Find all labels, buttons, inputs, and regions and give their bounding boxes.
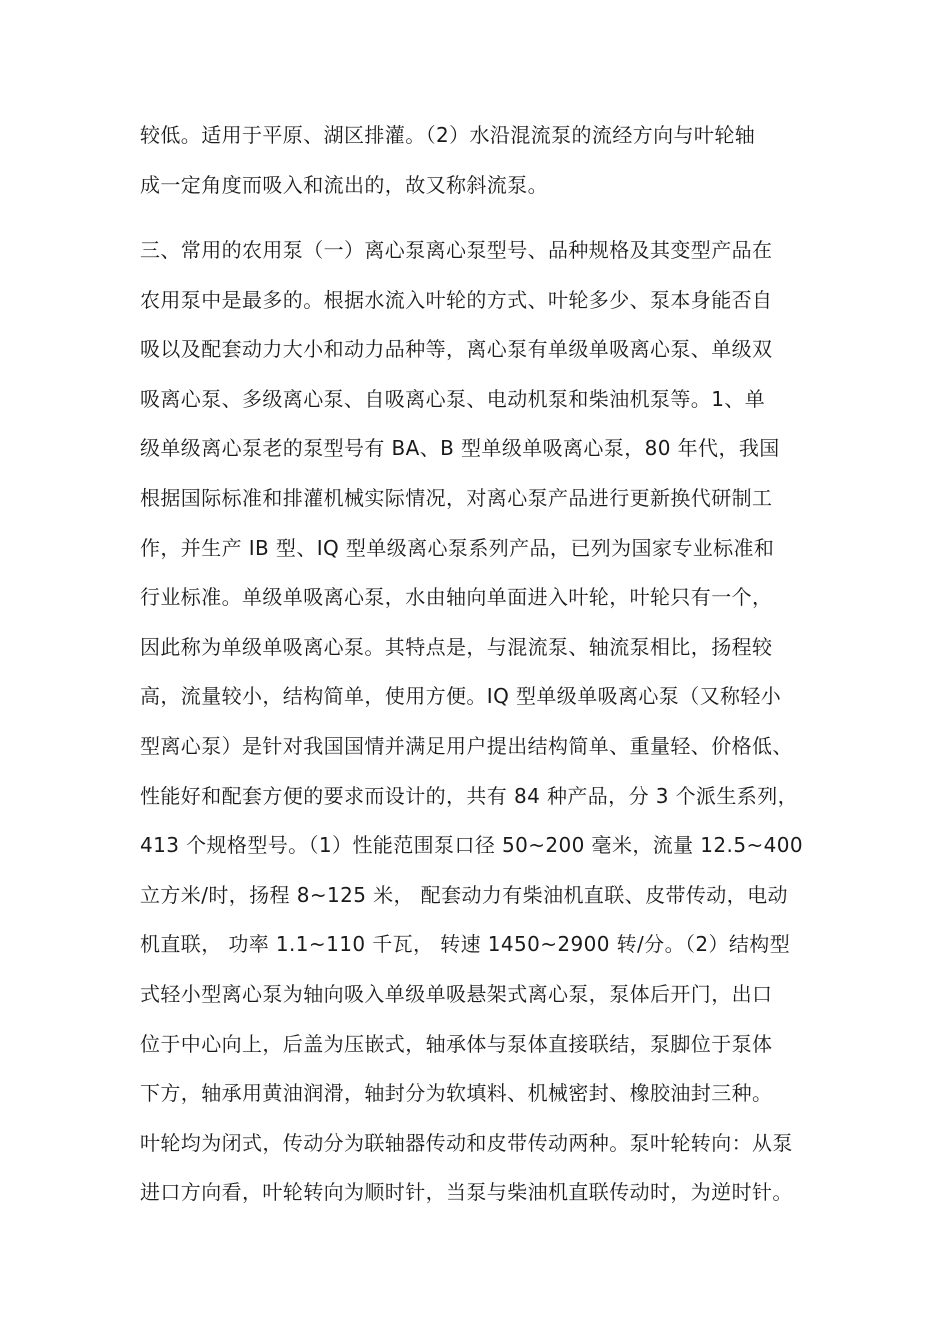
text-line: 机直联， 功率 1.1~110 千瓦， 转速 1450~2900 转/分。（2）结构型 [140, 932, 791, 957]
text-line: 性能好和配套方便的要求而设计的，共有 84 种产品，分 3 个派生系列， [140, 783, 799, 808]
paragraph-mixed-flow-pump [140, 111, 840, 210]
text-line: 根据国际标准和排灌机械实际情况，对离心泵产品进行更新换代研制工 [140, 485, 773, 510]
text-line: 位于中心向上，后盖为压嵌式，轴承体与泵体直接联结，泵脚位于泵体 [140, 1031, 773, 1056]
text-line: 较低。适用于平原、湖区排灌。（2）水沿混流泵的流经方向与叶轮轴 [140, 123, 756, 147]
text-line: 高，流量较小，结构简单，使用方便。IQ 型单级单吸离心泵（又称轻小 [140, 684, 782, 709]
text-line: 叶轮均为闭式，传动分为联轴器传动和皮带传动两种。泵叶轮转向：从泵 [140, 1130, 793, 1155]
text-line: 成一定角度而吸入和流出的，故又称斜流泵。 [140, 172, 548, 197]
text-line: 吸以及配套动力大小和动力品种等，离心泵有单级单吸离心泵、单级双 [140, 337, 773, 362]
text-line: 式轻小型离心泵为轴向吸入单级单吸悬架式离心泵，泵体后开门，出口 [140, 981, 773, 1006]
text-line: 三、常用的农用泵（一）离心泵离心泵型号、品种规格及其变型产品在 [140, 238, 773, 262]
text-line: 立方米/时，扬程 8~125 米， 配套动力有柴油机直联、皮带传动，电动 [140, 882, 788, 907]
text-line: 作，并生产 IB 型、IQ 型单级离心泵系列产品，已列为国家专业标准和 [140, 535, 775, 560]
text-line: 413 个规格型号。（1）性能范围泵口径 50~200 毫米，流量 12.5~400 [140, 833, 803, 858]
text-line: 行业标准。单级单吸离心泵，水由轴向单面进入叶轮，叶轮只有一个， [140, 585, 773, 610]
paragraph-centrifugal-pump [140, 226, 840, 1218]
text-line: 下方，轴承用黄油润滑，轴封分为软填料、机械密封、橡胶油封三种。 [140, 1081, 773, 1106]
text-line: 型离心泵）是针对我国国情并满足用户提出结构简单、重量轻、价格低、 [140, 733, 793, 758]
text-line: 级单级离心泵老的泵型号有 BA、B 型单级单吸离心泵，80 年代，我国 [140, 436, 780, 461]
text-line: 吸离心泵、多级离心泵、自吸离心泵、电动机泵和柴油机泵等。1、单 [140, 386, 766, 411]
text-line: 因此称为单级单吸离心泵。其特点是，与混流泵、轴流泵相比，扬程较 [140, 634, 773, 659]
text-line: 农用泵中是最多的。根据水流入叶轮的方式、叶轮多少、泵本身能否自 [140, 287, 773, 312]
text-line: 进口方向看，叶轮转向为顺时针，当泵与柴油机直联传动时，为逆时针。 [140, 1180, 793, 1205]
